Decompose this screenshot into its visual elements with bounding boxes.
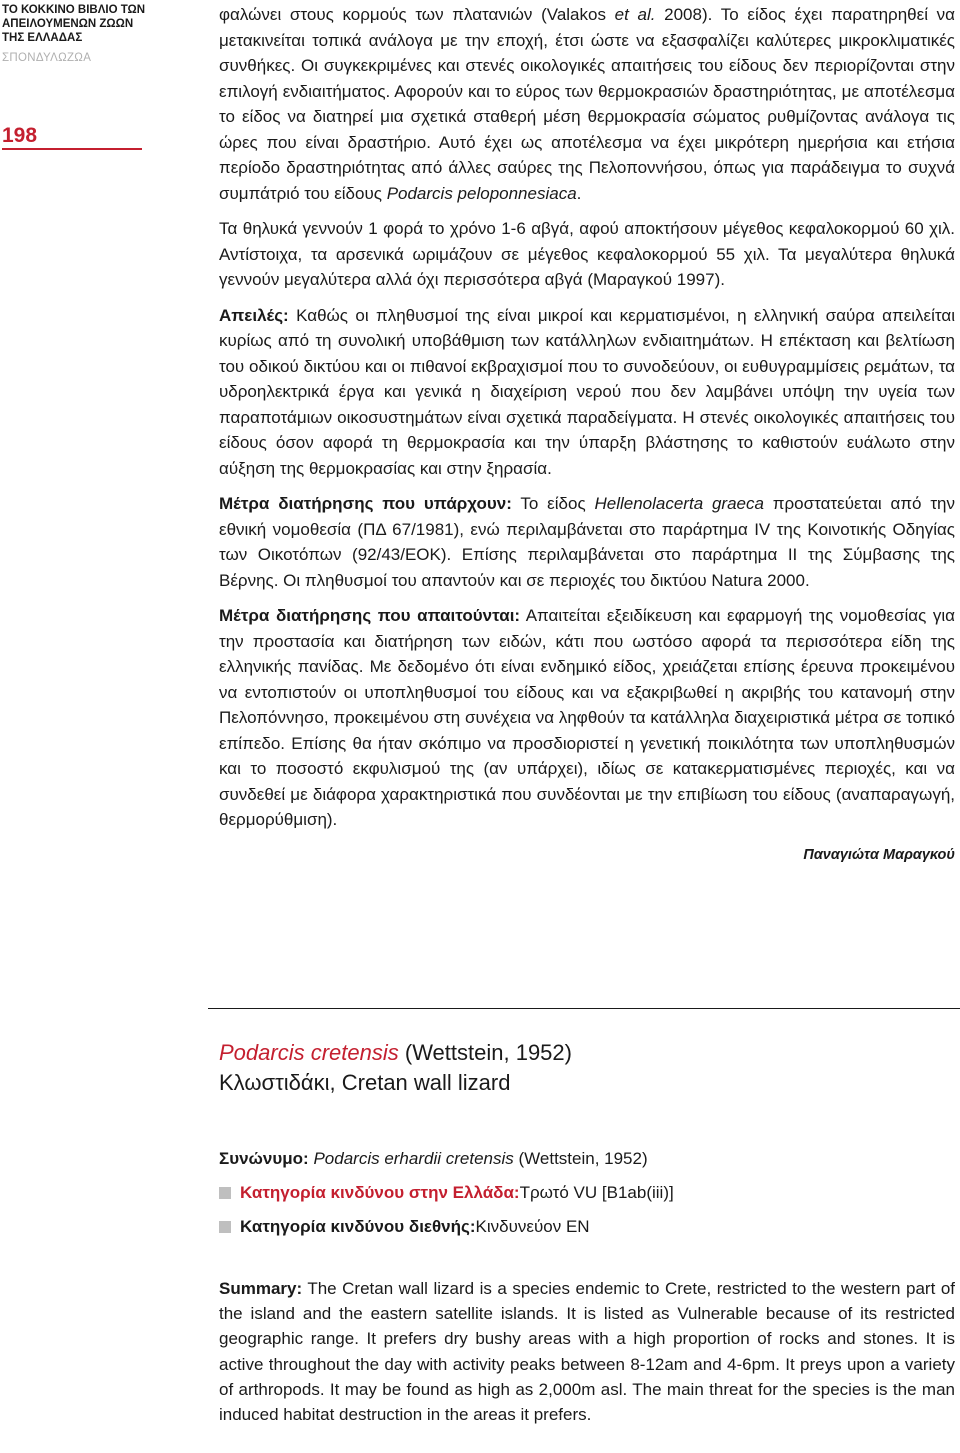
- book-title-line: ΤΗΣ ΕΛΛΑΔΑΣ: [2, 32, 83, 44]
- paragraph-reproduction: Τα θηλυκά γεννούν 1 φορά το χρόνο 1-6 αβγά, αφού αποκτήσουν μέγεθος κεφαλοκορμού 60 χιλ. Αντίστοιχα, τα αρσενικά ωριμάζουν σε μέγεθος κεφαλοκορμού 55 χιλ. Τα μεγαλύτερα θηλυκά γεννούν μεγαλύτερα αλλά όχι περισσότερα αβγά (Μαραγκού 1997).: [219, 219, 955, 289]
- authority: (Wettstein, 1952): [398, 1040, 572, 1065]
- synonym: [219, 1146, 955, 1172]
- threats-label: Απειλές:: [219, 305, 289, 325]
- required-measures-label: Μέτρα διατήρησης που απαιτούνται:: [219, 606, 521, 625]
- text-span: .: [576, 183, 582, 203]
- synonym-label: Συνώνυμο:: [219, 1149, 309, 1168]
- species-title: [219, 1038, 955, 1068]
- text-span: φαλώνει στους κορμούς των πλατανιών (Valakos: [219, 5, 615, 24]
- author: Παναγιώτα Μαραγκού: [803, 846, 955, 863]
- species-name: Podarcis peloponnesiaca: [386, 183, 577, 203]
- text-span: προστατεύεται από την εθνική νομοθεσία (ΠΔ 67/1981), ενώ περιλαμβάνεται στο παράρτημα IV της Κοινοτικής Οδηγίας των Οικοτόπων (92/43/ΕΟΚ). Επίσης περιλαμβάνεται στο παράρτημα II της Σύμβασης της Βέρνης. Οι πληθυσμοί του απαντούν και σε περιοχές του δικτύου Natura 2000.: [219, 494, 955, 590]
- page-number-rule: [2, 148, 142, 150]
- book-title-line: ΑΠΕΙΛΟΥΜΕΝΩΝ ΖΩΩΝ: [2, 18, 134, 30]
- greece-category-label: Κατηγορία κινδύνου στην Ελλάδα:: [240, 1183, 520, 1202]
- book-title-line: ΤΟ ΚΟΚΚΙΝΟ ΒΙΒΛΙΟ ΤΩΝ: [2, 4, 146, 16]
- species-name: Hellenolacerta graeca: [594, 494, 764, 513]
- paragraph-habitat: [219, 2, 955, 206]
- summary-label: Summary:: [219, 1279, 303, 1298]
- text-span: 2008). Το είδος έχει παρατηρηθεί να μετακινείται τοπικά ανάλογα με την εποχή, έτσι ώστε να εξασφαλίζει καλύτερες μικροκλιματικές συνθήκες. Οι συγκεκριμένες και στενές οικολογικές απαιτήσεις του είδους δεν περιορίζονται στην επιλογή ενδιαιτήματος. Αφορούν και το εύρος των θερμοκρασιών δραστηριότητας, με αποτέλεσμα το είδος να διατηρεί μια σχετικά σταθερή μέση θερμοκρασία σώματος ρυθμίζοντας ανάλογα τις ώρες που είναι δραστήριο. Αυτό έχει ως αποτέλεσμα να έχει μικρότερη ημερήσια και ετήσια περίοδο δραστηριότητας από άλλες σαύρες της Πελοποννήσου, όπως για παράδειγμα το συχνά συμπάτριό του είδους: [219, 5, 955, 203]
- threat-category-greece: [219, 1180, 955, 1206]
- synonym-name: Podarcis erhardii cretensis: [313, 1149, 514, 1168]
- paragraph-required-measures: [219, 603, 955, 833]
- text-span: Καθώς οι πληθυσμοί της είναι μικροί και κερματισμένοι, η ελληνική σαύρα απειλείται κυρίως από τη συνολική υποβάθμιση των κατάλληλων ενδιαιτημάτων. Η επέκταση και βελτίωση του οδικού δικτύου και οι πιθανοί εκβραχισμοί που το συνοδεύουν, οι ευθυγραμμίσεις ρεμάτων, τα υδροηλεκτρικά έργα και γενικά η διαχείριση νερού που δεν λαμβάνει υπόψη την υγεία των παραποτάμιων οικοσυστημάτων είναι σχετικά παραδείγματα. Η στενές οικολογικές απαιτήσεις του είδους όσον αφορά τη θερμοκρασία και την ύπαρξη βλάστησης το καθιστούν ευάλωτο στην αύξηση της θερμοκρασίας και στην ξηρασία.: [219, 305, 955, 478]
- bullet-square-icon: [219, 1187, 231, 1199]
- bullet-square-icon: [219, 1221, 231, 1233]
- section-name: ΣΠΟΝΔΥΛΩΖΩΑ: [2, 52, 92, 64]
- common-name: Κλωστιδάκι, Cretan wall lizard: [219, 1070, 511, 1095]
- book-title: [2, 3, 152, 45]
- section-divider: [208, 1008, 960, 1009]
- paragraph-threats: [219, 303, 955, 482]
- text-span: Απαιτείται εξειδίκευση και εφαρμογή της νομοθεσίας για την προστασία και διατήρηση των ειδών, κάτι που ωστόσο αφορά τα περισσότερα είδη της ελληνικής πανίδας. Με δεδομένο ότι είναι ενδημικό είδος, χρειάζεται επίσης έρευνα προκειμένου να εντοπιστούν οι υποπληθυσμοί του είδους και να εξακριβωθεί η ακριβής του κατανομή στην Πελοπόννησο, προκειμένου στη συνέχεια να ληφθούν τα κατάλληλα διαχειριστικά μέτρα σε τοπικό επίπεδο. Επίσης θα ήταν σκόπιμο να προσδιοριστεί η γενετική ποικιλότητα των υποπληθυσμών και το ποσοστό εκφυλισμού της (αν υπάρχει), ιδίως σε κατακερματισμένες περιοχές, και να συνδεθεί με διάφορα χαρακτηριστικά που συνδέονται με την επιβίωση του είδους (αναπαραγωγή, θερμορύθμιση).: [219, 606, 955, 829]
- text-span: Το είδος: [511, 494, 595, 513]
- synonym-authority: (Wettstein, 1952): [513, 1149, 648, 1168]
- species-header: [219, 1038, 955, 1240]
- existing-measures-label: Μέτρα διατήρησης που υπάρχουν:: [219, 494, 512, 513]
- global-category-value: Κινδυνεύον EN: [475, 1217, 590, 1236]
- paragraph-existing-measures: [219, 491, 955, 593]
- scientific-name: Podarcis cretensis: [219, 1040, 399, 1065]
- text-span: et al.: [614, 5, 656, 24]
- main-text: [219, 2, 955, 868]
- english-summary: [219, 1276, 955, 1427]
- threat-category-global: [219, 1214, 955, 1240]
- greece-category-value: Τρωτό VU [B1ab(iii)]: [519, 1183, 674, 1202]
- global-category-label: Κατηγορία κινδύνου διεθνής:: [240, 1217, 476, 1236]
- page-number: 198: [2, 124, 38, 147]
- summary-text: The Cretan wall lizard is a species endemic to Crete, restricted to the western part of the island and the eastern satellite islands. It is listed as Vulnerable because of its restricted geographic range. It prefers dry bushy areas with a high proportion of rocks and stones. It is active throughout the day with activity peaks between 8-12am and 4-6pm. It preys upon a variety of arthropods. It may be found as high as 2,000m asl. The main threat for the species is the man induced habitat destruction in the areas it prefers.: [219, 1279, 955, 1425]
